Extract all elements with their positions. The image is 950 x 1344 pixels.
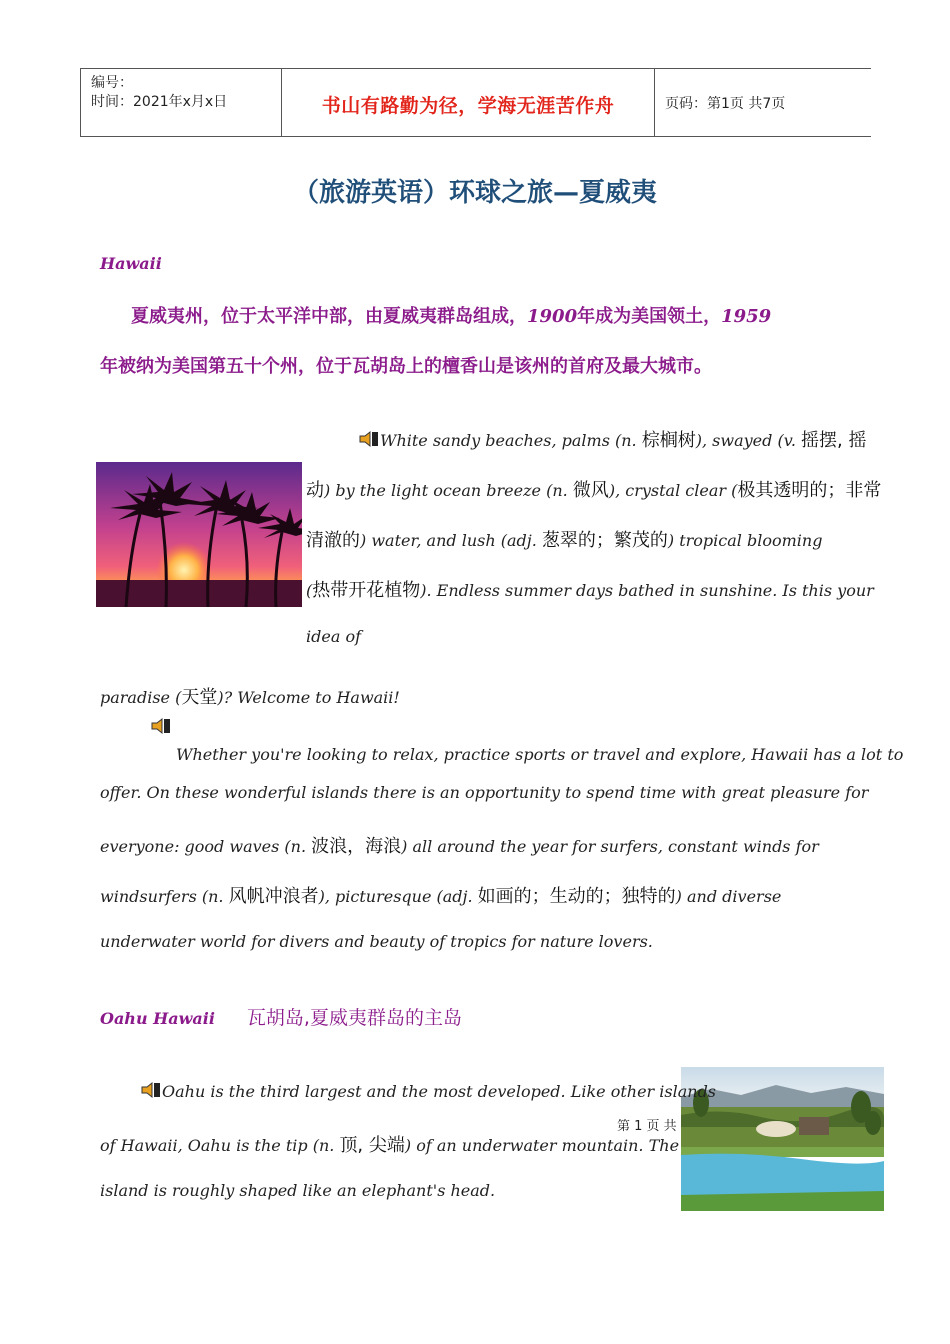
para1-l2-f: ( bbox=[726, 481, 738, 500]
intro-year-1900: 1900 bbox=[527, 306, 578, 327]
footer-page-overlay: 第 1 页 共 bbox=[617, 1119, 677, 1134]
para2-l3-a: everyone: good bbox=[100, 837, 230, 856]
para1-l1-b: (n. bbox=[609, 431, 642, 450]
para1-l3-c: (adj. bbox=[495, 531, 542, 550]
para1-l6-c: 天堂 bbox=[181, 687, 218, 708]
para2-line-5: underwater world for divers and beauty of tropics for nature lovers. bbox=[100, 932, 653, 951]
para3-line-2 bbox=[100, 1131, 679, 1157]
para1-l4-b: 热带开花植物 bbox=[312, 580, 421, 601]
para2-l4-d: (adj. bbox=[431, 887, 478, 906]
para1-l2-e: ), bbox=[608, 481, 626, 500]
intro-text-b: 年成为美国领土， bbox=[577, 306, 722, 327]
section-heading-oahu-cn: 瓦胡岛,夏威夷群岛的主岛 bbox=[246, 1007, 462, 1029]
vocab-palms: palms bbox=[561, 431, 610, 450]
header-motto-cell bbox=[282, 69, 655, 136]
date-label: 时间：2021年x月x日 bbox=[91, 94, 228, 110]
para1-l2-b: ) by the light ocean bbox=[324, 481, 487, 500]
para3-l2-d: ) of an underwater mountain. The bbox=[404, 1136, 680, 1155]
para1-l1-e: (v. bbox=[772, 431, 801, 450]
intro-line-1 bbox=[131, 302, 771, 328]
para2-line-4 bbox=[100, 882, 781, 908]
document-title: （旅游英语）环球之旅—夏威夷 bbox=[292, 178, 657, 208]
vocab-swayed: swayed bbox=[712, 431, 773, 450]
para1-l1-f: 摇摆, 摇 bbox=[801, 430, 867, 451]
para1-l3-b: ) water, and bbox=[360, 531, 462, 550]
vocab-waves: waves bbox=[229, 837, 280, 856]
para1-line-5: idea of bbox=[306, 627, 362, 646]
speaker-icon[interactable] bbox=[150, 716, 172, 740]
motto: 书山有路勤为径，学海无涯苦作舟 bbox=[321, 95, 615, 117]
para1-l6-b: ( bbox=[170, 688, 182, 707]
palm-sunset-photo bbox=[96, 462, 302, 607]
vocab-picturesque: picturesque bbox=[335, 887, 432, 906]
vocab-lush: lush bbox=[461, 531, 496, 550]
para1-l2-c: (n. bbox=[541, 481, 573, 500]
para1-line-6 bbox=[100, 683, 400, 709]
intro-year-1959: 1959 bbox=[721, 306, 772, 327]
para2-l4-b: 风帆冲浪者 bbox=[228, 886, 319, 907]
para1-l2-d: 微风 bbox=[572, 480, 609, 501]
para2-l4-f: ) and diverse bbox=[675, 887, 782, 906]
para2-l4-c: ), bbox=[318, 887, 336, 906]
para2-line-2: offer. On these wonderful islands there is an opportunity to spend time with great pleasure for bbox=[100, 783, 869, 802]
vocab-breeze: breeze bbox=[486, 481, 542, 500]
para2-l4-e: 如画的；生动的；独特的 bbox=[477, 886, 676, 907]
intro-line-2: 年被纳为美国第五十个州，位于瓦胡岛上的檀香山是该州的首府及最大城市。 bbox=[100, 356, 712, 377]
para1-l1-c: 棕榈树 bbox=[641, 430, 696, 451]
para1-l3-e: ) bbox=[667, 531, 680, 550]
para2-l3-c: 波浪，海浪 bbox=[311, 836, 402, 857]
vocab-windsurfers: windsurfers bbox=[100, 887, 197, 906]
vocab-tropical-blooming: tropical blooming bbox=[679, 531, 823, 550]
para1-l2-g: 极其透明的；非常 bbox=[737, 480, 882, 501]
para1-l1-a: White sandy beaches, bbox=[380, 431, 562, 450]
para1-l3-a: 清澈的 bbox=[306, 530, 360, 551]
para3-l2-b: (n. bbox=[307, 1136, 340, 1155]
para2-line-3 bbox=[100, 832, 819, 858]
para1-l1-d: ), bbox=[695, 431, 713, 450]
section-heading-oahu bbox=[100, 1003, 462, 1030]
para1-line-3 bbox=[306, 526, 822, 552]
vocab-tip: tip bbox=[285, 1136, 308, 1155]
section-heading-hawaii: Hawaii bbox=[100, 254, 162, 273]
speaker-icon[interactable] bbox=[358, 429, 380, 449]
page-number-label: 页码：第1页 共7页 bbox=[665, 96, 786, 112]
para2-l3-b: (n. bbox=[279, 837, 312, 856]
vocab-paradise: paradise bbox=[100, 688, 171, 707]
para1-l3-d: 葱翠的；繁茂的 bbox=[541, 530, 668, 551]
serial-label: 编号： bbox=[91, 75, 133, 91]
section-heading-oahu-en: Oahu Hawaii bbox=[100, 1009, 215, 1028]
para3-l1-text: Oahu is the third largest and the most developed. Like other islands bbox=[162, 1082, 717, 1101]
para3-line-3: island is roughly shaped like an elephant's head. bbox=[100, 1181, 496, 1200]
para1-l4-c: ). Endless summer days bathed in sunshine. Is this your bbox=[420, 581, 874, 600]
para3-l2-c: 顶, 尖端 bbox=[339, 1135, 405, 1156]
header-info-cell bbox=[81, 69, 282, 136]
header-table bbox=[80, 68, 871, 137]
intro-text-a: 夏威夷州，位于太平洋中部，由夏威夷群岛组成， bbox=[131, 306, 527, 327]
vocab-crystal-clear: crystal clear bbox=[625, 481, 727, 500]
para1-l4-a: ( bbox=[306, 581, 313, 600]
speaker-icon[interactable] bbox=[140, 1080, 162, 1100]
para2-l3-d: ) all around the year for surfers, constant winds for bbox=[401, 837, 819, 856]
para1-line-4 bbox=[306, 576, 874, 602]
para1-l2-a: 动 bbox=[306, 480, 324, 501]
para1-l6-d: )? Welcome to Hawaii! bbox=[217, 688, 400, 707]
header-page-cell bbox=[655, 69, 871, 136]
para1-line-2 bbox=[306, 476, 881, 502]
para3-l2-a: of Hawaii, Oahu is the bbox=[100, 1136, 286, 1155]
para3-line-1 bbox=[140, 1080, 716, 1102]
para2-line-1: Whether you're looking to relax, practice sports or travel and explore, Hawaii has a lot to bbox=[176, 745, 904, 764]
para1-line-1 bbox=[358, 426, 866, 452]
para2-l4-a: (n. bbox=[196, 887, 229, 906]
